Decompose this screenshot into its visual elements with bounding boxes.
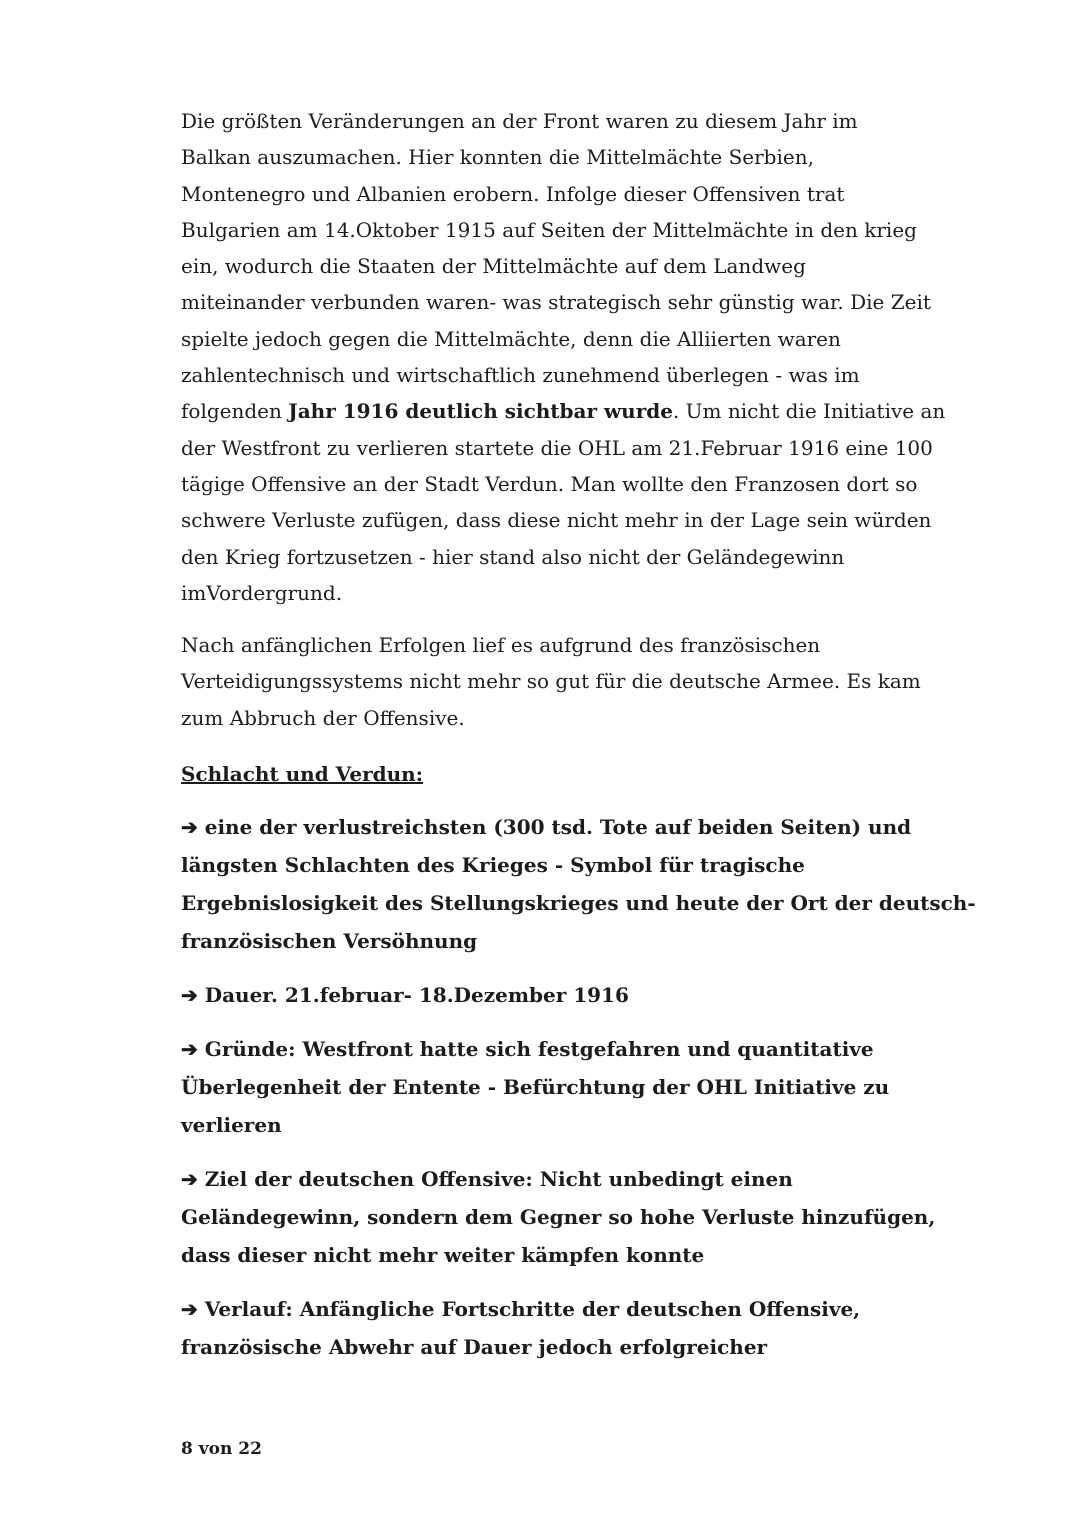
text-line-with-emphasis — [181, 393, 946, 429]
paragraph-2 — [181, 627, 921, 736]
text-line: Bulgarien am 14.Oktober 1915 auf Seiten der Mittelmächte in den krieg — [181, 217, 917, 242]
bullet-first-line — [181, 1290, 906, 1328]
text-line: Überlegenheit der Entente - Befürchtung der OHL Initiative zu — [181, 1075, 890, 1100]
text-line: Ergebnislosigkeit des Stellungskrieges und heute der Ort der deutsch- — [181, 891, 976, 916]
text-line: Montenegro und Albanien erobern. Infolge dieser Offensiven trat — [181, 181, 845, 206]
bold-emphasis: Jahr 1916 deutlich sichtbar wurde — [288, 399, 673, 424]
text-line: ein, wodurch die Staaten der Mittelmächte auf dem Landweg — [181, 254, 806, 279]
text-segment: . Um nicht die Initiative an — [672, 399, 946, 424]
text-line: miteinander verbunden waren- was strategisch sehr günstig war. Die Zeit — [181, 290, 931, 315]
bullet-item-goal — [181, 1160, 936, 1274]
text-line: dass dieser nicht mehr weiter kämpfen konnte — [181, 1243, 705, 1268]
bullet-first-line — [181, 1030, 906, 1068]
text-segment: Gründe: Westfront hatte sich festgefahren und quantitative — [204, 1037, 874, 1062]
bullet-first-line — [181, 1160, 906, 1198]
bullet-first-line — [181, 976, 906, 1014]
text-line: Balkan auszumachen. Hier konnten die Mittelmächte Serbien, — [181, 145, 814, 170]
text-line: längsten Schlachten des Krieges - Symbol für tragische — [181, 853, 805, 878]
text-segment: folgenden — [181, 399, 289, 424]
text-line: Nach anfänglichen Erfolgen lief es aufgrund des französischen — [181, 633, 821, 658]
bullet-item-course — [181, 1290, 906, 1366]
text-line: verlieren — [181, 1113, 282, 1138]
text-line: spielte jedoch gegen die Mittelmächte, denn die Alliierten waren — [181, 326, 841, 351]
text-line: französischen Versöhnung — [181, 929, 478, 954]
text-segment: Ziel der deutschen Offensive: Nicht unbedingt einen — [204, 1167, 793, 1192]
text-line: Geländegewinn, sondern dem Gegner so hohe Verluste hinzufügen, — [181, 1205, 936, 1230]
text-line: den Krieg fortzusetzen - hier stand also nicht der Geländegewinn — [181, 544, 845, 569]
text-line: schwere Verluste zufügen, dass diese nicht mehr in der Lage sein würden — [181, 508, 932, 533]
bullet-item-losses — [181, 808, 976, 960]
right-arrow-icon: ➔ — [181, 815, 198, 840]
text-line: Verteidigungssystems nicht mehr so gut für die deutsche Armee. Es kam — [181, 669, 921, 694]
right-arrow-icon: ➔ — [181, 1167, 198, 1192]
right-arrow-icon: ➔ — [181, 1297, 198, 1322]
text-line: französische Abwehr auf Dauer jedoch erfolgreicher — [181, 1335, 768, 1360]
section-heading: Schlacht und Verdun: — [181, 762, 424, 787]
text-line: imVordergrund. — [181, 580, 343, 605]
bullet-item-duration — [181, 976, 906, 1014]
page-number: 8 von 22 — [181, 1439, 262, 1459]
text-line: der Westfront zu verlieren startete die OHL am 21.Februar 1916 eine 100 — [181, 435, 933, 460]
document-page — [181, 103, 976, 1366]
text-segment: eine der verlustreichsten (300 tsd. Tote auf beiden Seiten) und — [204, 815, 912, 840]
text-line: zahlentechnisch und wirtschaftlich zunehmend überlegen - was im — [181, 363, 860, 388]
text-line: Die größten Veränderungen an der Front waren zu diesem Jahr im — [181, 109, 858, 133]
bullet-first-line — [181, 808, 912, 846]
text-line: zum Abbruch der Offensive. — [181, 705, 465, 730]
text-segment: Dauer. 21.februar- 18.Dezember 1916 — [204, 983, 629, 1008]
right-arrow-icon: ➔ — [181, 983, 198, 1008]
bullet-item-reasons — [181, 1030, 906, 1144]
text-line: tägige Offensive an der Stadt Verdun. Man wollte den Franzosen dort so — [181, 471, 918, 496]
right-arrow-icon: ➔ — [181, 1037, 198, 1062]
text-segment: Verlauf: Anfängliche Fortschritte der deutschen Offensive, — [204, 1297, 861, 1322]
paragraph-1 — [181, 103, 946, 611]
